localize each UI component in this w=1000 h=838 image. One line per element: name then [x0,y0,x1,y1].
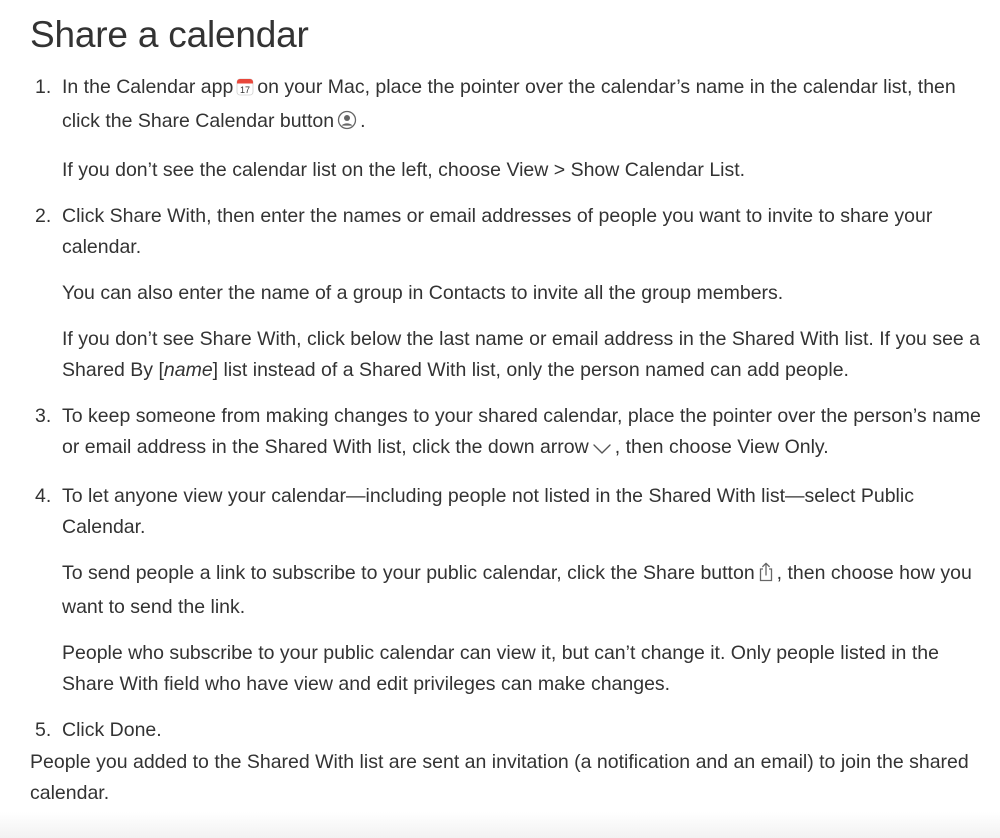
step-text: Click Share With, then enter the names or email addresses of people you want to invite to share your calendar. [62,205,933,258]
step-text-segment: To send people a link to subscribe to your public calendar, click the Share button [62,562,755,584]
step-text-segment: To keep someone from making changes to your shared calendar, place the pointer over the person’s name or email address in the Shared With list, click the down arrow [62,405,981,458]
step-number: 2. [35,205,52,227]
calendar-icon-day: 17 [240,85,251,95]
steps-list [30,72,995,761]
step-note: If you don’t see the calendar list on the left, choose View > Show Calendar List. [62,159,746,181]
list-item [30,401,995,466]
share-calendar-button-icon [337,109,357,140]
list-item [30,72,995,186]
bottom-shade [0,812,1000,838]
placeholder-name: name [163,359,213,381]
footer-text: People you added to the Shared With list are sent an invitation (a notification and an email) to join the shared calendar. [30,751,969,804]
calendar-app-icon [236,75,254,106]
step-text: To let anyone view your calendar—including people not listed in the Shared With list—select Public Calendar. [62,485,914,538]
step-number: 4. [35,485,52,507]
step-text [62,72,995,140]
step-text-segment: In the Calendar app [62,76,234,98]
list-item [30,201,995,386]
chevron-down-icon [592,435,612,466]
step-number: 5. [35,719,52,741]
step-note [62,324,995,386]
step-text-segment: , then choose View Only. [614,436,829,458]
page-title: Share a calendar [30,14,309,55]
step-text [62,401,995,466]
step-note: People who subscribe to your public calendar can view it, but can’t change it. Only people listed in the Share With field who have view and edit privileges can make changes. [62,642,939,695]
step-text-segment: . [360,110,366,132]
step-note: You can also enter the name of a group in Contacts to invite all the group members. [62,282,784,304]
step-note [62,558,995,623]
step-text-segment: If you don’t see Share With, click below the last name or email address in the Shared With list. If you see a Shared By [ [62,328,981,381]
step-text-segment: , then choose how you want to send the link. [62,562,972,618]
step-number: 1. [35,76,52,98]
step-text: Click Done. [62,719,162,741]
share-icon [758,561,774,592]
list-item [30,715,995,746]
step-text-segment: ] list instead of a Shared With list, only the person named can add people. [212,359,849,381]
step-text-segment: on your Mac, place the pointer over the calendar’s name in the calendar list, then click the Share Calendar button [62,76,956,132]
step-number: 3. [35,405,52,427]
list-item [30,481,995,700]
